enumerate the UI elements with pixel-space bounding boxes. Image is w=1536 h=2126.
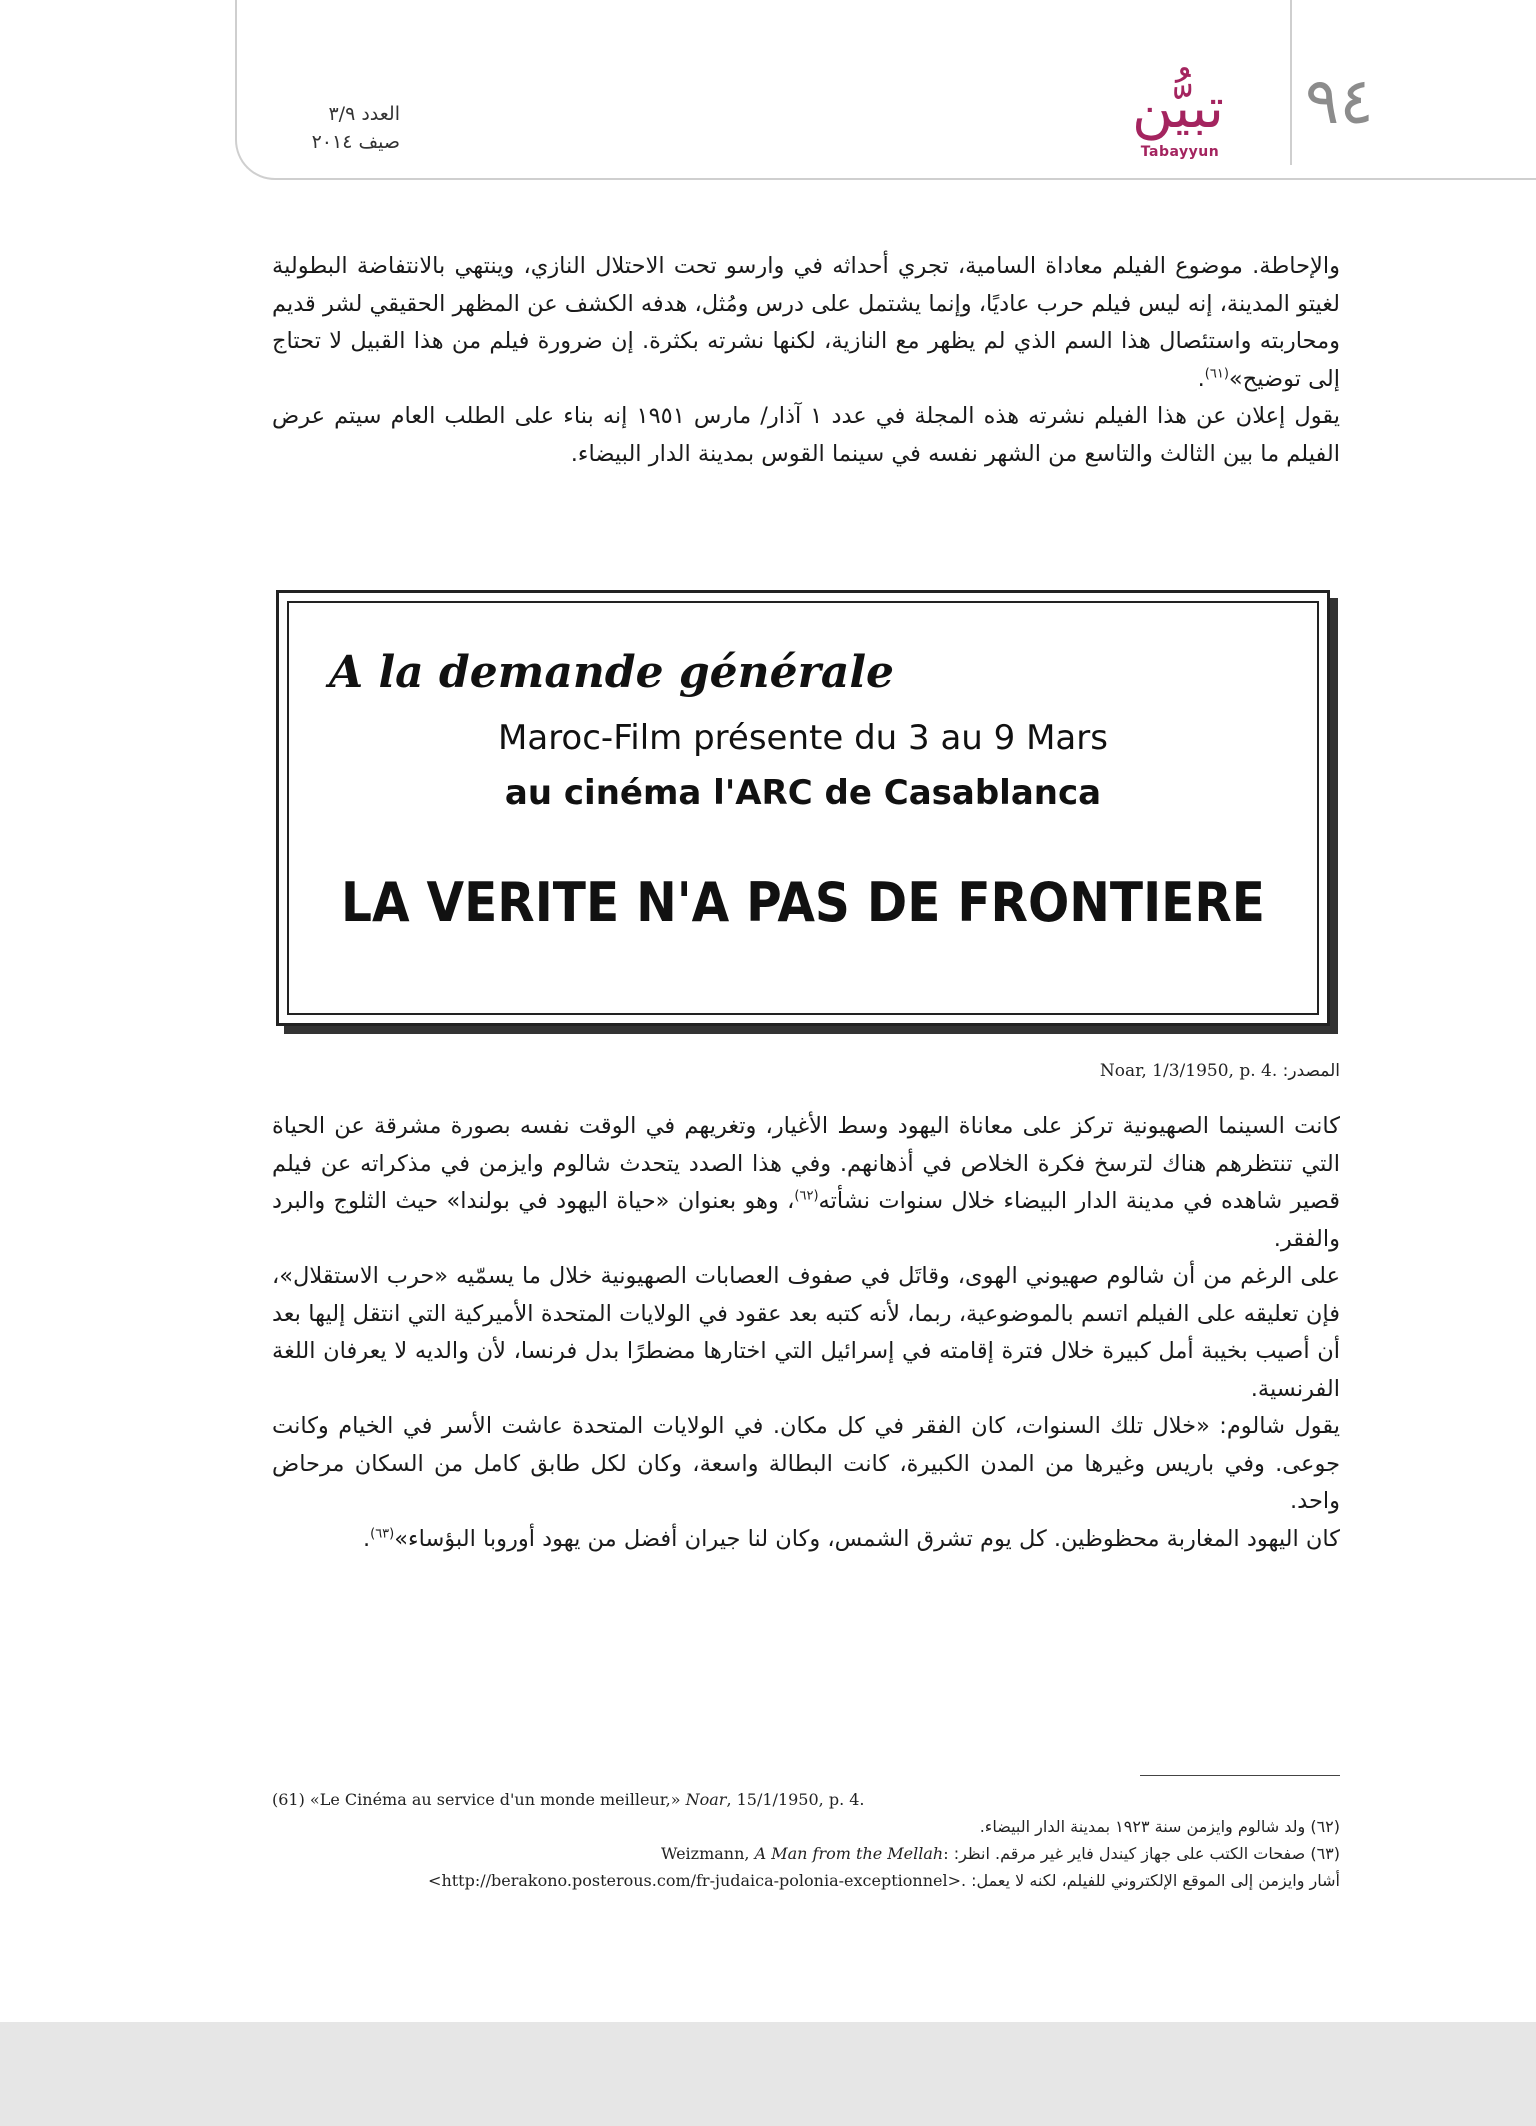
caption-label: المصدر: <box>1277 1061 1340 1081</box>
body-text-bottom <box>272 1108 1340 1558</box>
paragraph: كان اليهود المغاربة محظوظين. كل يوم تشرق الشمس، وكان لنا جيران أفضل من يهود أوروبا البؤساء»$^{(٦٣)}$. <box>362 1525 1340 1552</box>
paragraph: يقول شالوم: «خلال تلك السنوات، كان الفقر في كل مكان. في الولايات المتحدة عاشت الأسر في الخيام وكانت جوعى. وفي باريس وغيرها من المدن الكبيرة، كانت البطالة واسعة، وكان لكل طابق كامل من السكان مرحاض واحد. <box>272 1413 1340 1514</box>
body-text-top <box>272 248 1340 548</box>
footnotes <box>272 1786 1340 1894</box>
footnote-63: (٦٣) صفحات الكتب على جهاز كيندل فاير غير مرقم. انظر: Weizmann, A Man from the Mellah: <box>660 1844 1340 1863</box>
issue-info <box>260 100 400 156</box>
paragraph: كانت السينما الصهيونية تركز على معاناة اليهود وسط الأغيار، وتغريهم في الوقت نفسه بصورة مشرقة عن الحياة التي تنتظرهم هناك لترسخ فكرة الخلاص في أذهانهم. وفي هذا الصدد يتحدث شالوم وايزمن في مذكراته عن فيلم قصير شاهده في مدينة الدار البيضاء خلال سنوات نشأته$^{(٦٢)}$، وهو بعنوان «حياة اليهود في بولندا» حيث الثلوج والبرد والفقر. <box>272 1113 1340 1252</box>
page-bottom-margin <box>0 2022 1536 2126</box>
paragraph: والإحاطة. موضوع الفيلم معاداة السامية، تجري أحداثه في وارسو تحت الاحتلال النازي، وينتهي بالانتفاضة البطولية لغيتو المدينة، إنه ليس فيلم حرب عاديًا، وإنما يشتمل على درس ومُثل، هدفه الكشف عن المظهر الحقيقي لشر قديم ومحاربته واستئصال هذا السم الذي لم يظهر مع النازية، لكنها نشرته بكثرة. إن ضرورة فيلم من هذا القبيل لا تحتاج إلى توضيح»$^{(٦١)}$. <box>272 253 1340 392</box>
page-number: ٩٤ <box>1305 65 1374 139</box>
caption-source: Noar, 1/3/1950, p. 4. <box>1099 1061 1278 1081</box>
ad-presenter: Maroc-Film présente du 3 au 9 Mars <box>498 718 1108 758</box>
ad-headline: A la demande générale <box>329 647 895 698</box>
paragraph: على الرغم من أن شالوم صهيوني الهوى، وقاتَل في صفوف العصابات الصهيونية خلال ما يسمّيه «حرب الاستقلال»، فإن تعليقه على الفيلم اتسم بالموضوعية، ربما، لأنه كتبه بعد عقود في الولايات المتحدة الأميركية التي انتقل إليها بعد أن أصيب بخيبة أمل كبيرة خلال فترة إقامته في إسرائيل التي اختارها مضطرًا بدل فرنسا، لأن والديه لا يعرفان اللغة الفرنسية. <box>272 1263 1340 1402</box>
footnote-63-continued: أشار وايزمن إلى الموقع الإلكتروني للفيلم، لكنه لا يعمل: <http://berakono.posterous.com/fr-judaica-polonia-exceptionnel>. <box>428 1871 1340 1890</box>
advertisement-image <box>276 590 1330 1026</box>
figure-caption <box>600 1056 1340 1086</box>
journal-logo-latin: Tabayyun <box>1140 144 1220 160</box>
footnote-url: <http://berakono.posterous.com/fr-judaica-polonia-exceptionnel>. <box>428 1871 967 1890</box>
issue-number: العدد ٣/٩ <box>328 103 400 125</box>
footnote-ref: (٦٣) <box>370 1526 395 1541</box>
paragraph: يقول إعلان عن هذا الفيلم نشرته هذه المجلة في عدد ١ آذار/ مارس ١٩٥١ إنه بناء على الطلب العام سيتم عرض الفيلم ما بين الثالث والتاسع من الشهر نفسه في سينما القوس بمدينة الدار البيضاء. <box>272 403 1340 467</box>
advertisement-frame <box>287 601 1319 1015</box>
ad-venue: au cinéma l'ARC de Casablanca <box>504 773 1102 813</box>
issue-season: صيف ٢٠١٤ <box>311 131 400 153</box>
footnote-ref: (٦١) <box>1204 366 1229 381</box>
header-divider <box>1290 0 1292 165</box>
footnote-61: (61) «Le Cinéma au service d'un monde meilleur,» Noar, 15/1/1950, p. 4. <box>272 1790 865 1809</box>
footnote-62: (٦٢) ولد شالوم وايزمن سنة ١٩٢٣ بمدينة الدار البيضاء. <box>979 1817 1340 1836</box>
footnote-rule <box>1140 1775 1340 1776</box>
ad-film-title: LA VERITE N'A PAS DE FRONTIERE <box>340 871 1265 934</box>
footnote-ref: (٦٢) <box>794 1188 819 1204</box>
journal-logo: تبيُّن <box>1131 76 1224 141</box>
